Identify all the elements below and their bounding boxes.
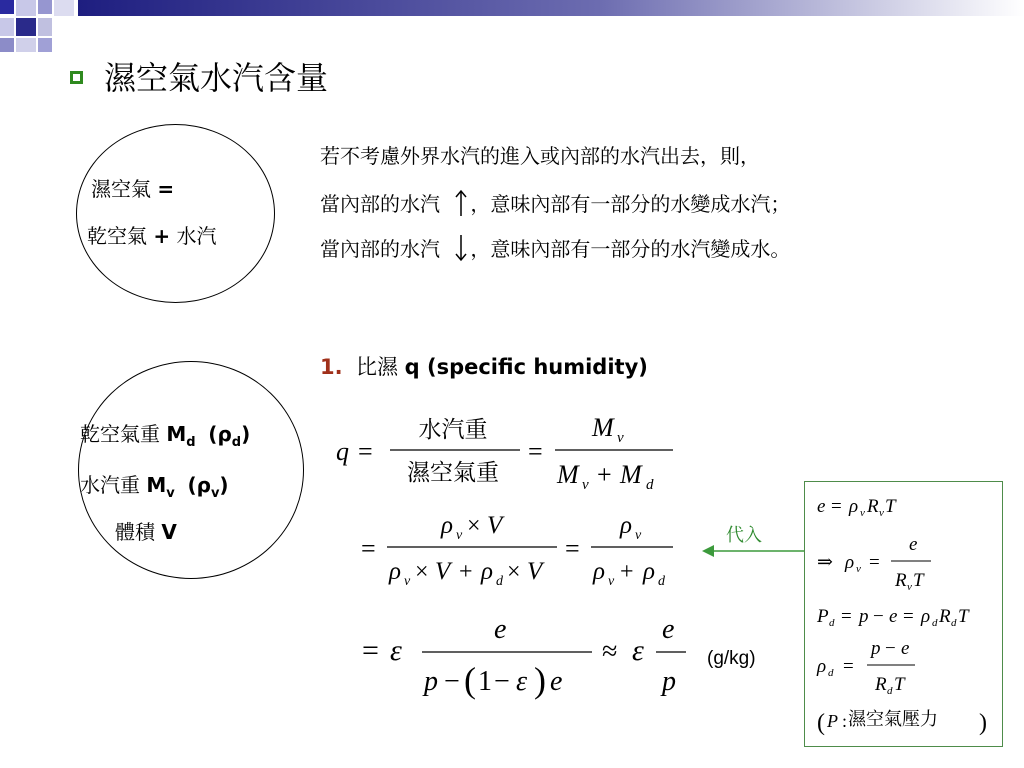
svg-text:e: e — [909, 534, 918, 555]
slide-title: 濕空氣水汽含量 — [104, 59, 329, 97]
gas-law-equations — [805, 482, 1003, 746]
equals-sign: = — [157, 177, 175, 201]
svg-text:×: × — [467, 513, 481, 539]
svg-text:M: M — [592, 413, 614, 442]
svg-text:+: + — [459, 559, 473, 585]
vapor-mass-symbol: M — [146, 473, 167, 497]
svg-text:d: d — [496, 574, 503, 589]
intro-line-3 — [320, 233, 790, 263]
svg-text:v: v — [404, 574, 411, 589]
svg-text:v: v — [635, 528, 642, 543]
svg-text:=: = — [528, 437, 543, 466]
svg-text:ρ: ρ — [620, 512, 632, 539]
title-bullet-icon — [70, 71, 83, 84]
svg-text:×: × — [415, 559, 429, 585]
svg-text:+: + — [620, 559, 634, 585]
intro-line-1: 若不考慮外界水汽的進入或內部的水汽出去，則， — [320, 144, 760, 168]
svg-text:=: = — [565, 534, 580, 563]
svg-text:e: e — [662, 614, 675, 645]
svg-text:=: = — [831, 496, 842, 517]
svg-text:R: R — [867, 496, 879, 517]
svg-text:=: = — [903, 606, 914, 627]
svg-text:d: d — [887, 685, 893, 697]
svg-text:d: d — [646, 477, 654, 493]
specific-humidity-equation-3 — [360, 610, 700, 700]
svg-text:d: d — [951, 617, 957, 629]
svg-text:−: − — [885, 638, 896, 659]
svg-text:=: = — [362, 634, 379, 667]
svg-text:p: p — [871, 638, 881, 659]
svg-text:v: v — [582, 477, 589, 493]
svg-text:d: d — [658, 574, 665, 589]
svg-text:e: e — [901, 638, 910, 659]
intro-line-2 — [320, 188, 790, 218]
up-arrow-icon — [452, 188, 470, 218]
units-label: (g/kg) — [707, 648, 756, 669]
svg-text:(: ( — [817, 710, 825, 736]
substitution-label: 代入 — [726, 525, 762, 546]
intro-line-2-subject: 當內部的水汽 — [320, 192, 440, 216]
eq1-numerator: 水汽重 — [418, 417, 488, 443]
svg-text:M: M — [620, 460, 642, 489]
vapor-weight-label: 水汽重 — [80, 473, 140, 497]
svg-text:p: p — [424, 666, 438, 697]
svg-text:ρ: ρ — [593, 558, 605, 585]
dry-air-density-subscript: d — [231, 435, 242, 450]
svg-text:e: e — [494, 614, 507, 645]
svg-text:e: e — [550, 666, 563, 697]
plus-sign: + — [153, 224, 171, 248]
svg-text:V: V — [487, 512, 503, 539]
svg-text::: : — [842, 711, 848, 731]
moist-air-label: 濕空氣 — [91, 177, 151, 201]
svg-text:e: e — [817, 496, 826, 517]
svg-text:=: = — [358, 437, 373, 466]
svg-text:ρ: ρ — [481, 558, 493, 585]
svg-text:v: v — [860, 507, 865, 519]
svg-text:): ) — [534, 660, 546, 700]
svg-text:R: R — [875, 674, 887, 695]
svg-text:v: v — [907, 581, 912, 593]
vapor-density-subscript: v — [210, 486, 220, 501]
svg-text:×: × — [507, 559, 521, 585]
intro-line-3-rest: ，意味內部有一部分的水汽變成水。 — [470, 237, 791, 261]
specific-humidity-equation-1 — [330, 405, 690, 495]
svg-text:v: v — [856, 563, 861, 575]
svg-text:p: p — [859, 606, 869, 627]
svg-text:p: p — [662, 666, 676, 697]
volume — [115, 518, 177, 546]
header-decoration — [0, 0, 1024, 62]
eq1-denominator: 濕空氣重 — [407, 460, 499, 486]
svg-text:P: P — [817, 606, 829, 627]
vapor-label: 水汽 — [176, 224, 217, 248]
dry-air-mass-subscript: d — [186, 435, 196, 450]
svg-text:ε: ε — [632, 634, 644, 667]
svg-text:≈: ≈ — [602, 636, 618, 667]
dry-air-weight: 乾空氣重 $M_d$ $(\rho_d)$ — [80, 422, 251, 450]
svg-text:d: d — [829, 617, 835, 629]
svg-text:e: e — [889, 606, 898, 627]
svg-text:ρ: ρ — [849, 496, 859, 517]
svg-text:V: V — [527, 558, 543, 585]
svg-text:(: ( — [464, 660, 476, 700]
svg-text:v: v — [879, 507, 884, 519]
svg-text:−: − — [494, 666, 510, 697]
dry-air-density-symbol: ρ — [217, 422, 232, 446]
svg-text:=: = — [361, 534, 376, 563]
svg-text:T: T — [913, 570, 924, 591]
moist-air-definition — [91, 175, 174, 203]
svg-text:−: − — [873, 606, 884, 627]
svg-text:1: 1 — [478, 666, 492, 697]
svg-text:ε: ε — [390, 634, 402, 667]
svg-text:ε: ε — [516, 666, 528, 697]
svg-text:V: V — [435, 558, 451, 585]
svg-text:P: P — [827, 711, 838, 731]
volume-symbol: V — [161, 520, 177, 544]
svg-text:ρ: ρ — [441, 512, 453, 539]
vapor-weight: 水汽重 $M_v$ $(\rho_v)$ — [80, 473, 229, 501]
volume-label: 體積 — [115, 520, 155, 544]
svg-text:T: T — [958, 606, 969, 627]
svg-text:ρ: ρ — [643, 558, 655, 585]
svg-text:q: q — [336, 437, 349, 466]
svg-text:⇒: ⇒ — [817, 552, 833, 573]
svg-text:R: R — [939, 606, 951, 627]
svg-text:v: v — [617, 430, 624, 446]
svg-text:ρ: ρ — [817, 656, 827, 677]
quantities-ellipse — [78, 361, 304, 579]
svg-text:): ) — [979, 710, 987, 736]
svg-text:d: d — [932, 617, 938, 629]
dry-air-weight-label: 乾空氣重 — [80, 422, 160, 446]
intro-line-3-subject: 當內部的水汽 — [320, 237, 440, 261]
svg-text:−: − — [444, 666, 460, 697]
svg-text:+: + — [597, 460, 612, 489]
svg-text:ρ: ρ — [845, 552, 855, 573]
svg-text:ρ: ρ — [389, 558, 401, 585]
svg-text:d: d — [828, 667, 834, 679]
svg-text:M: M — [557, 460, 579, 489]
moist-air-ellipse — [76, 124, 275, 303]
svg-text:ρ: ρ — [921, 606, 931, 627]
specific-humidity-equation-2 — [355, 505, 690, 593]
pressure-note: 濕空氣壓力 — [848, 709, 938, 730]
section-label-en: q (specific humidity) — [404, 355, 648, 379]
section-number: 1. — [320, 355, 343, 379]
svg-text:v: v — [456, 528, 463, 543]
dry-air-plus-vapor — [87, 222, 216, 250]
section-label-zh: 比濕 — [355, 355, 398, 379]
svg-text:=: = — [843, 656, 854, 677]
svg-text:v: v — [608, 574, 615, 589]
svg-text:T: T — [894, 674, 905, 695]
svg-text:=: = — [841, 606, 852, 627]
intro-line-2-rest: ，意味內部有一部分的水變成水汽； — [470, 192, 791, 216]
down-arrow-icon — [452, 233, 470, 263]
dry-air-label: 乾空氣 — [87, 224, 147, 248]
dry-air-mass-symbol: M — [166, 422, 187, 446]
vapor-mass-subscript: v — [166, 486, 175, 501]
vapor-density-symbol: ρ — [196, 473, 211, 497]
svg-text:R: R — [895, 570, 907, 591]
section-heading — [320, 353, 648, 381]
svg-text:T: T — [885, 496, 896, 517]
svg-text:=: = — [869, 552, 880, 573]
